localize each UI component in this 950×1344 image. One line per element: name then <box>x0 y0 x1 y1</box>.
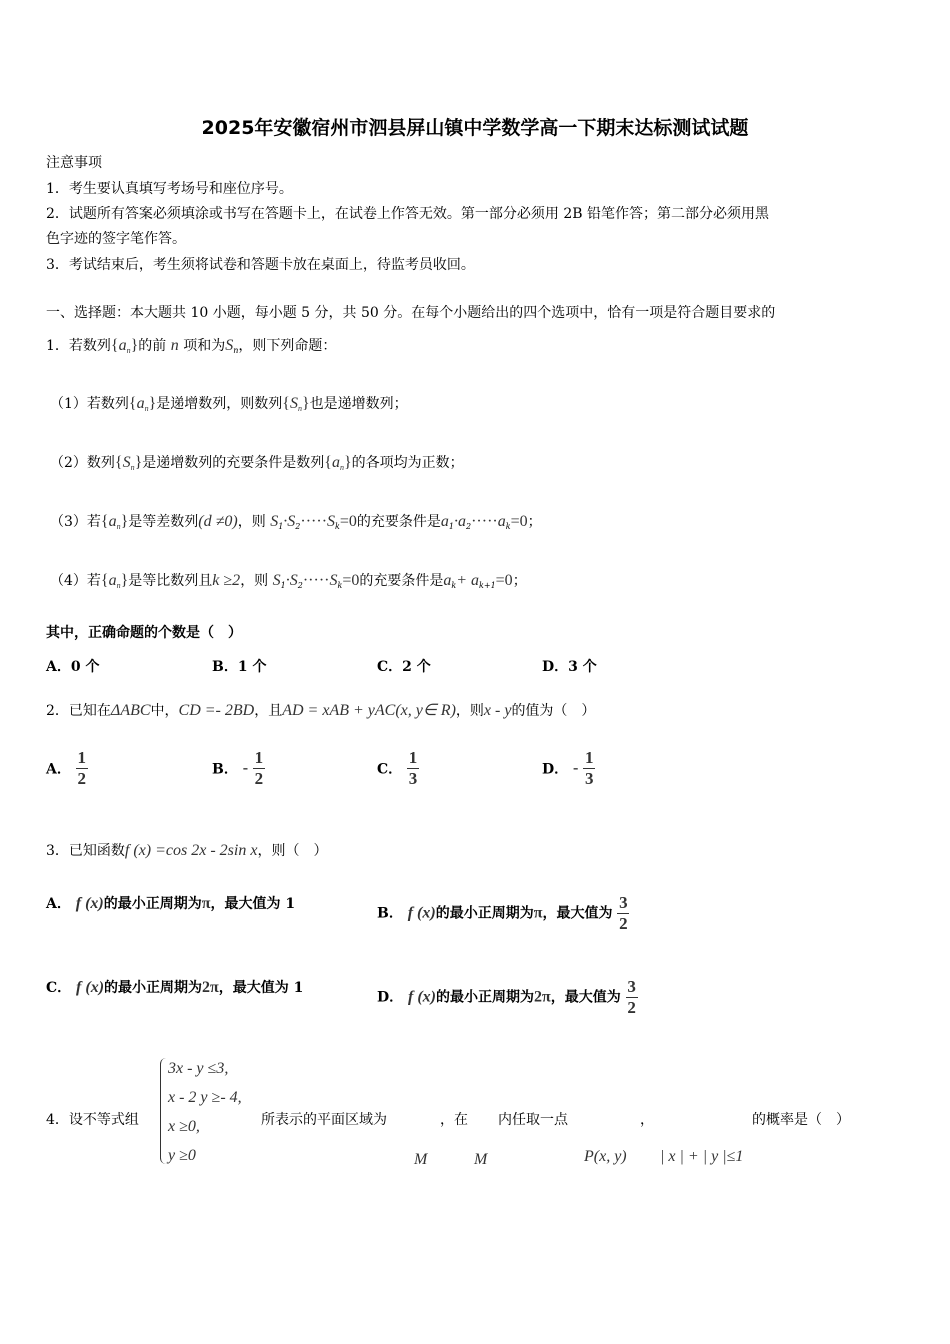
question-2-stem: 2．已知在ΔABC中，CD =- 2BD，且AD = xAB + yAC(x, y∈ R)，则x - y的值为（ ） <box>46 702 596 719</box>
question-3-stem: 3．已知函数f (x) =cos 2x - 2sin x，则（ ） <box>46 842 328 859</box>
question-1-statement-2: （2）数列$\{S_n\}$是递增数列的充要条件是数列$\{a_n\}$的各项均为正数； <box>50 454 464 472</box>
question-1-statement-4: （4）若$\{a_n\}$是等比数列且k ≥2，则 $S_1\cdot S_2\cdot\cdot\cdot\cdot\cdot S_k=0$的充要条件是$a_k+ a_{k+1}=0$； <box>50 572 527 590</box>
notice-item-3: 3．考试结束后，考生须将试卷和答题卡放在桌面上，待监考员收回。 <box>46 257 475 273</box>
question-4-text-in: ，在 <box>440 1112 468 1128</box>
fraction-neg-one-half: $\frac{1}{2}$ <box>254 748 264 788</box>
fraction-one-third: $\frac{1}{3}$ <box>408 748 418 788</box>
question-3-option-d[interactable]: D． f (x)的最小正周期为2π，最大值为 $\frac{3}{2}$ <box>377 977 636 1017</box>
question-1-statement-3: （3）若$\{a_n\}$是等差数列(d ≠0)，则 $S_1\cdot S_2\cdot\cdot\cdot\cdot\cdot S_k=0$的充要条件是$a_1\cdot a_2\cdot\cdot\cdot\cdot\cdot a_k=0$； <box>50 513 542 531</box>
question-1-statement-1: （1）若数列$\{a_n\}$是递增数列，则数列$\{S_n\}$也是递增数列； <box>50 395 408 413</box>
notice-item-2-cont: 色字迹的签字笔作答。 <box>46 231 186 247</box>
fraction-three-halves: $\frac{3}{2}$ <box>619 893 628 933</box>
question-2-option-b[interactable]: B． - $\frac{1}{2}$ <box>212 748 264 788</box>
question-2-option-d[interactable]: D． - $\frac{1}{3}$ <box>542 748 594 788</box>
question-1-stem: 1．若数列$\{a_n\}$的前 n 项和为$S_n$，则下列命题： <box>46 337 337 355</box>
abs-condition: | x | + | y |≤1 <box>660 1148 744 1165</box>
question-4-stem-start: 4．设不等式组 <box>46 1112 139 1128</box>
question-1-option-b[interactable]: B．1 个 <box>212 659 267 675</box>
question-1-option-a[interactable]: A．0 个 <box>46 659 100 675</box>
question-3-option-a[interactable]: A． f (x)的最小正周期为π，最大值为 1 <box>46 895 296 912</box>
question-2-option-c[interactable]: C． $\frac{1}{3}$ <box>377 748 418 788</box>
inequality-system-brace <box>160 1058 167 1164</box>
section-heading: 一、选择题：本大题共 10 小题，每小题 5 分，共 50 分。在每个小题给出的四个选项中，恰有一项是符合题目要求的 <box>46 305 776 321</box>
question-4-text-prob: 的概率是（ ） <box>752 1112 850 1128</box>
question-1-option-d[interactable]: D．3 个 <box>542 659 597 675</box>
notice-item-2: 2．试题所有答案必须填涂或书写在答题卡上，在试卷上作答无效。第一部分必须用 2B 铅笔作答；第二部分必须用黑 <box>46 206 769 222</box>
fraction-one-half: $\frac{1}{2}$ <box>77 748 86 788</box>
fraction-three-halves-d: $\frac{3}{2}$ <box>627 977 636 1017</box>
question-4-text-comma: ， <box>640 1112 654 1128</box>
question-4-text-region: 所表示的平面区域为 <box>261 1112 387 1128</box>
question-1-ask: 其中，正确命题的个数是（ ） <box>46 625 242 641</box>
fraction-neg-one-third: $\frac{1}{3}$ <box>584 748 594 788</box>
page-title: 2025年安徽宿州市泗县屏山镇中学数学高一下期末达标测试试题 <box>201 117 749 139</box>
region-m-label: M <box>414 1151 428 1168</box>
question-4-text-pick: 内任取一点 <box>498 1112 568 1128</box>
inequality-system: 3x - y ≤3, x - 2 y ≥- 4, x ≥0, y ≥0 <box>168 1060 242 1164</box>
region-m-label-2: M <box>474 1151 488 1168</box>
notice-item-1: 1．考生要认真填写考场号和座位序号。 <box>46 181 293 197</box>
question-1-option-c[interactable]: C．2 个 <box>377 659 431 675</box>
point-p-label: P(x, y) <box>584 1148 627 1165</box>
question-3-option-c[interactable]: C． f (x)的最小正周期为2π，最大值为 1 <box>46 979 304 996</box>
notice-heading: 注意事项 <box>46 155 102 171</box>
question-2-option-a[interactable]: A． $\frac{1}{2}$ <box>46 748 86 788</box>
question-3-option-b[interactable]: B． f (x)的最小正周期为π，最大值为 $\frac{3}{2}$ <box>377 893 628 933</box>
